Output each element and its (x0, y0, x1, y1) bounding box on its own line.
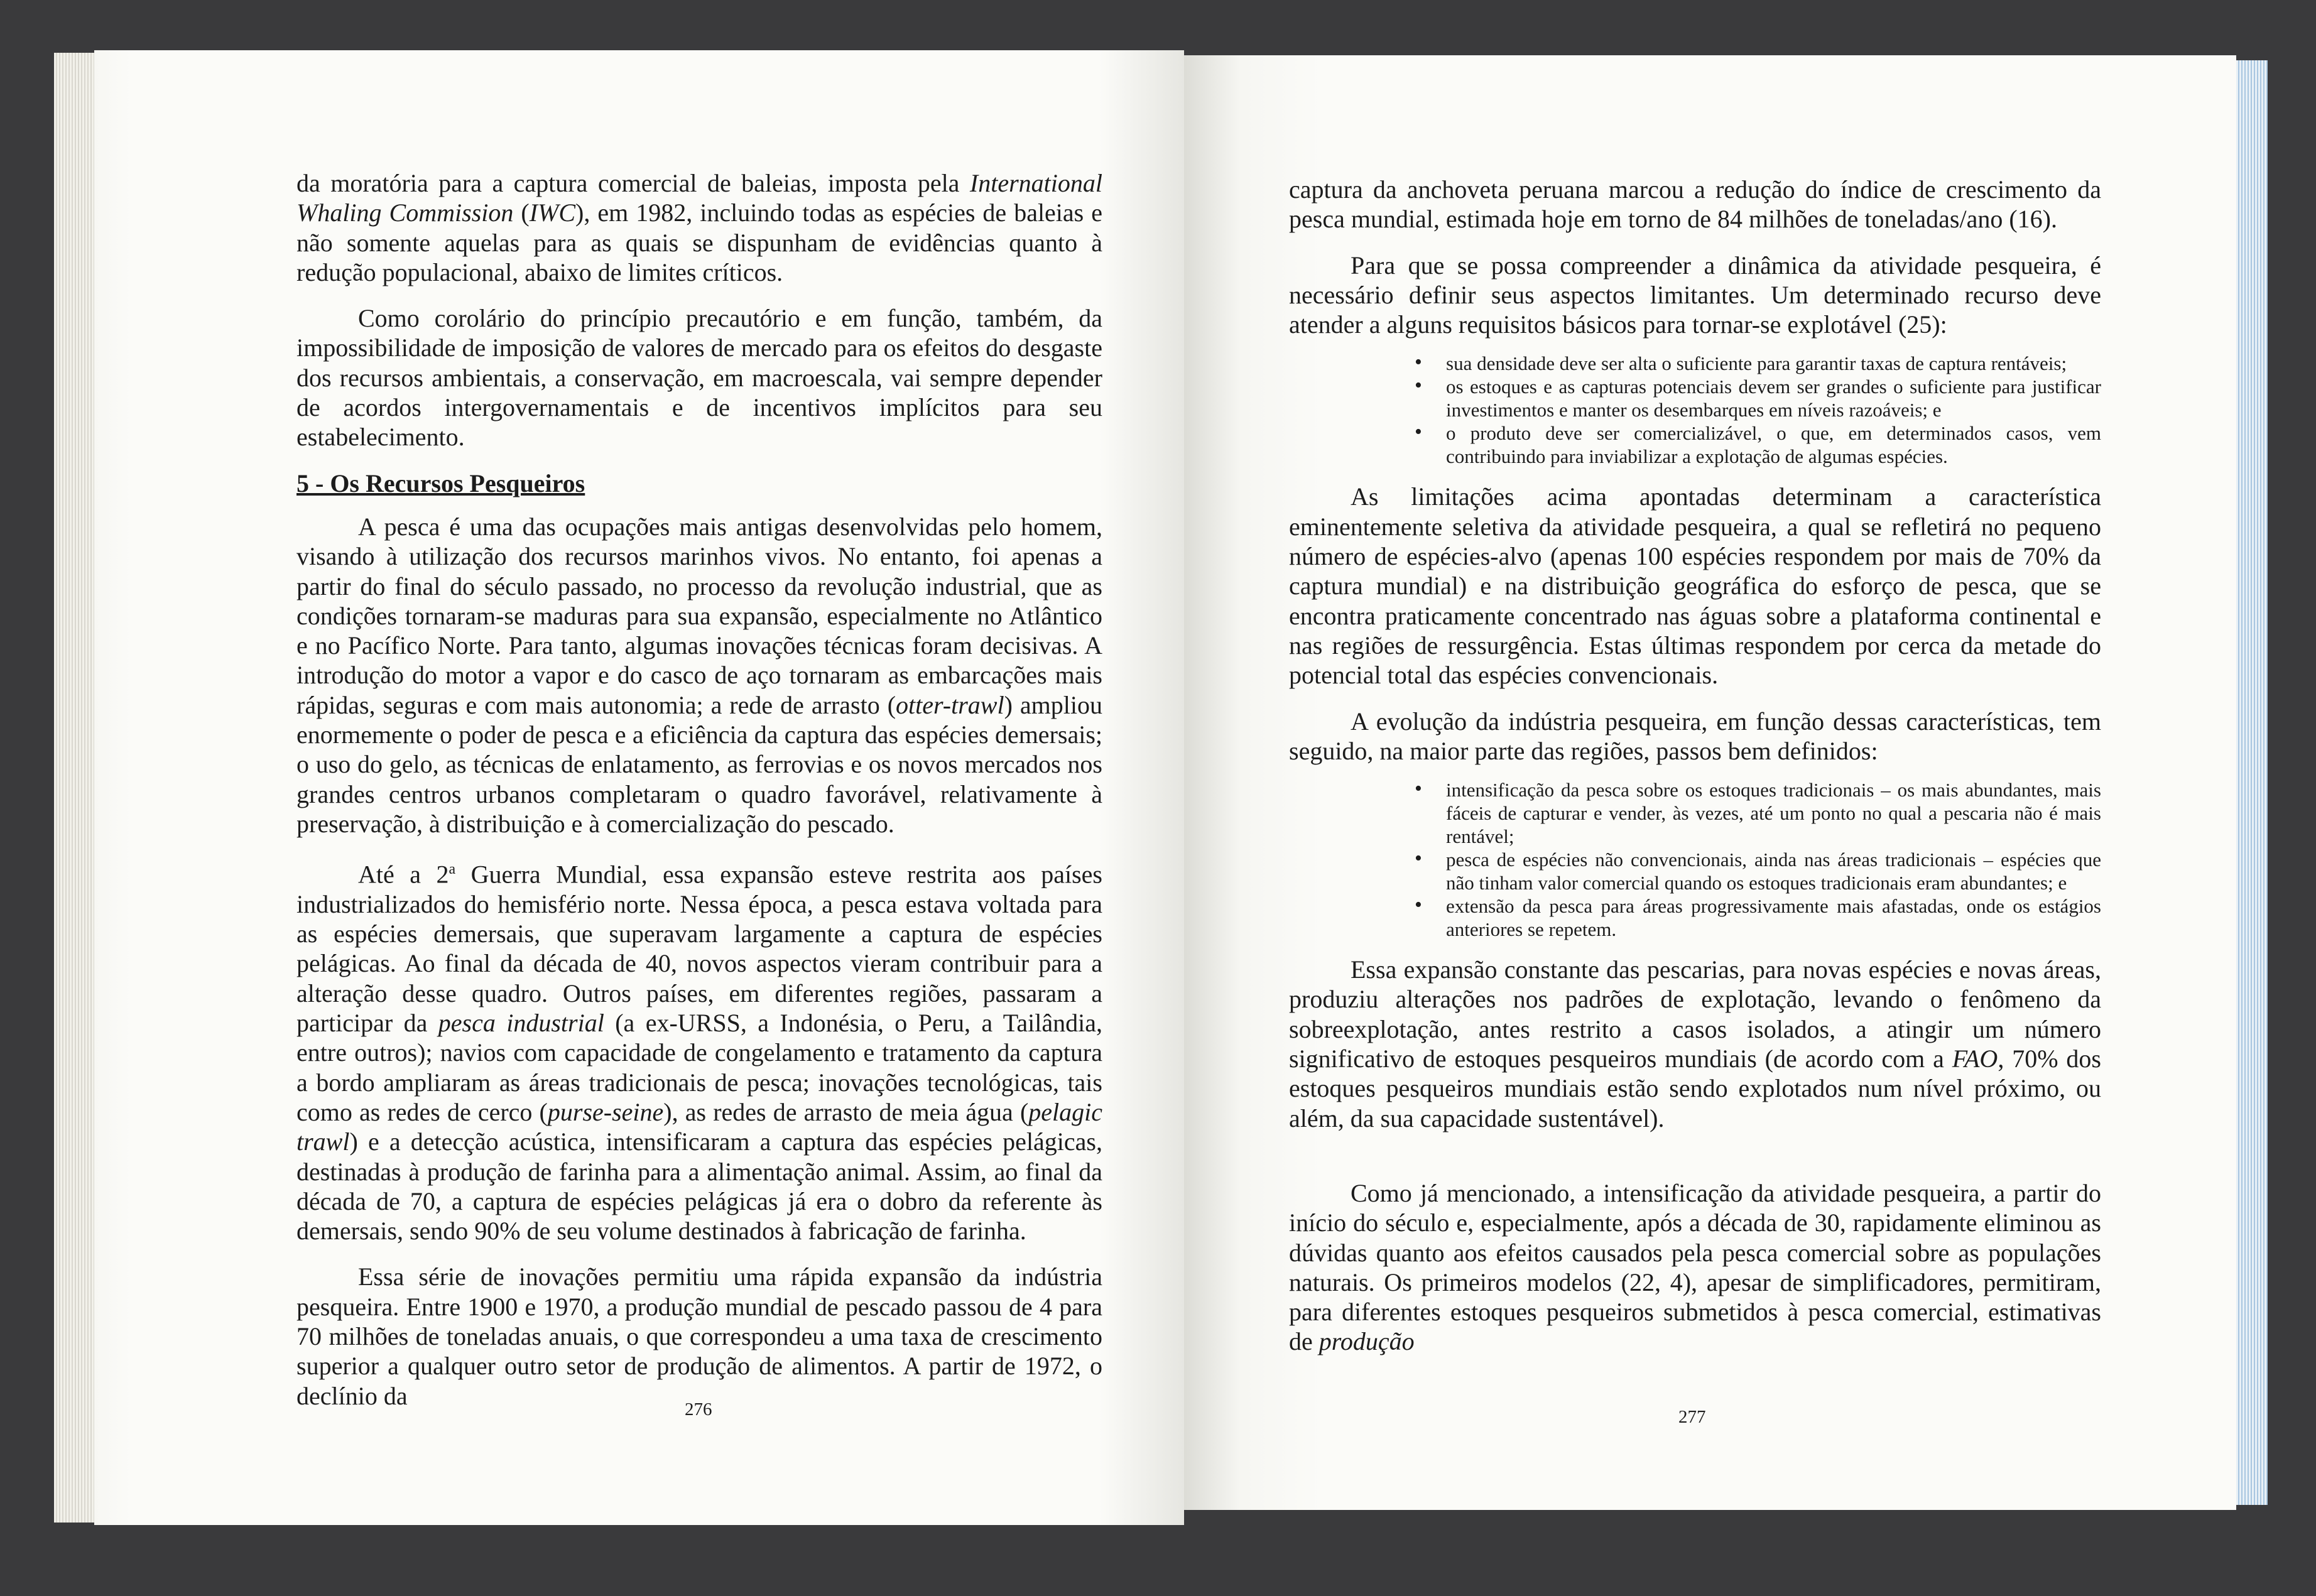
section-heading: 5 - Os Recursos Pesqueiros (296, 469, 585, 497)
right-paragraph-1: captura da anchoveta peruana marcou a redução do índice de crescimento da pesca mundial, estimada hoje em torno de 84 milhões de toneladas/ano (16). (1289, 175, 2101, 234)
page-number-left: 276 (685, 1399, 712, 1420)
list-item: • pesca de espécies não convencionais, ainda nas áreas tradicionais – espécies que não tinham valor comercial quando os estoques tradicionais eram abundantes; e (1415, 847, 2101, 894)
bullet-icon: • (1415, 893, 1422, 917)
list-item: • o produto deve ser comercializável, o que, em determinados casos, vem contribuindo para inviabilizar a explotação de algumas espécies. (1415, 420, 2101, 468)
bullet-icon: • (1415, 777, 1422, 801)
bullet-icon: • (1415, 374, 1422, 398)
right-paragraph-2: Para que se possa compreender a dinâmica da atividade pesqueira, é necessário definir seus aspectos limitantes. Um determinado recurso deve atender a alguns requisitos básicos para tornar-se explotável (25): (1289, 251, 2101, 339)
list-item: • sua densidade deve ser alta o suficiente para garantir taxas de captura rentáveis; (1415, 350, 2067, 375)
left-paragraph-2: Como corolário do princípio precautório e em função, também, da impossibilidade de imposição de valores de mercado para os efeitos do desgaste dos recursos ambientais, a conservação, em macroescala, vai sempre depender de acordos intergovernamentais e de incentivos implícitos para seu estabelecimento. (296, 304, 1102, 452)
bullet-icon: • (1415, 350, 1422, 374)
right-paragraph-5: Essa expansão constante das pescarias, para novas espécies e novas áreas, produziu alterações nos padrões de explotação, levando o fenômeno da sobreexplotação, antes restrito a casos isolados, a atingir um número significativo de estoques pesqueiros mundiais (de acordo com a FAO, 70% dos estoques pesqueiros mundiais estão sendo explotados num nível próximo, ou além, da sua capacidade sustentável). (1289, 955, 2101, 1132)
requirements-list (1289, 352, 2101, 468)
bullet-icon: • (1415, 847, 1422, 871)
left-paragraph-4: Até a 2$^a$ Guerra Mundial, essa expansão esteve restrita aos países industrializados do hemisfério norte. Nessa época, a pesca estava voltada para as espécies demersais, que superavam largamente a captura de espécies pelágicas. Ao final da década de 40, novos aspectos vieram contribuir para a alteração desse quadro. Outros países, em diferentes regiões, passaram a participar da pesca industrial (a ex-URSS, a Indonésia, o Peru, a Tailândia, entre outros); navios com capacidade de congelamento e tratamento da captura a bordo ampliaram as áreas tradicionais de pesca; inovações tecnológicas, tais como as redes de cerco (purse-seine), as redes de arrasto de meia água (pelagic trawl) e a detecção acústica, intensificaram a captura das espécies pelágicas, destinadas à produção de farinha para a alimentação animal. Assim, ao final da década de 70, a captura de espécies pelágicas já era o dobro da referente às demersais, sendo 90% de seu volume destinados à fabricação de farinha. (296, 860, 1103, 1246)
page-number-right: 277 (1678, 1407, 1706, 1427)
evolution-list (1289, 778, 2101, 941)
left-paragraph-1: da moratória para a captura comercial de baleias, imposta pela International Whaling Commission (IWC), em 1982, incluindo todas as espécies de baleias e não somente aquelas para as quais se dispunham de evidências quanto à redução populacional, abaixo de limites críticos. (296, 169, 1103, 286)
left-paragraph-5: Essa série de inovações permitiu uma rápida expansão da indústria pesqueira. Entre 1900 e 1970, a produção mundial de pescado passou de 4 para 70 milhões de toneladas anuais, o que correspondeu a uma taxa de crescimento superior a qualquer outro setor de produção de alimentos. A partir de 1972, o declínio da (296, 1262, 1102, 1410)
right-paragraph-4: A evolução da indústria pesqueira, em função dessas características, tem seguido, na maior parte das regiões, passos bem definidos: (1289, 707, 2101, 765)
right-page-text (1289, 175, 2101, 1357)
list-item: • intensificação da pesca sobre os estoques tradicionais – os mais abundantes, mais fáceis de capturar e vender, às vezes, até um ponto no qual a pescaria não é mais rentável; (1415, 777, 2101, 848)
left-page-text (296, 168, 1102, 1411)
list-item: • os estoques e as capturas potenciais devem ser grandes o suficiente para justificar investimentos e manter os desembarques em níveis razoáveis; e (1415, 374, 2101, 421)
right-paragraph-6: Como já mencionado, a intensificação da atividade pesqueira, a partir do início do século e, especialmente, após a década de 30, rapidamente eliminou as dúvidas quanto aos efeitos causados pela pesca comercial sobre as populações naturais. Os primeiros modelos (22, 4), apesar de simplificadores, permitiram, para diferentes estoques pesqueiros submetidos à pesca comercial, estimativas de produção (1289, 1178, 2101, 1356)
bullet-icon: • (1415, 420, 1422, 444)
list-item: • extensão da pesca para áreas progressivamente mais afastadas, onde os estágios anteriores se repetem. (1415, 893, 2101, 941)
left-paragraph-3: A pesca é uma das ocupações mais antigas desenvolvidas pelo homem, visando à utilização dos recursos marinhos vivos. No entanto, foi apenas a partir do final do século passado, no processo da revolução industrial, que as condições tornaram-se maduras para sua expansão, especialmente no Atlântico e no Pacífico Norte. Para tanto, algumas inovações técnicas foram decisivas. A introdução do motor a vapor e do casco de aço tornaram as embarcações mais rápidas, seguras e com mais autonomia; a rede de arrasto (otter-trawl) ampliou enormemente o poder de pesca e a eficiência da captura das espécies demersais; o uso do gelo, as técnicas de enlatamento, as ferrovias e os novos mercados nos grandes centros urbanos completaram o quadro favorável, relativamente à preservação, à distribuição e à comercialização do pescado. (296, 512, 1102, 838)
right-paragraph-3: As limitações acima apontadas determinam a característica eminentemente seletiva da atividade pesqueira, a qual se refletirá no pequeno número de espécies-alvo (apenas 100 espécies respondem por mais de 70% da captura mundial) e na distribuição geográfica do esforço de pesca, que se encontra praticamente concentrado nas águas sobre a plataforma continental e nas regiões de ressurgência. Estas últimas respondem por cerca da metade do potencial total das espécies convencionais. (1289, 482, 2101, 690)
